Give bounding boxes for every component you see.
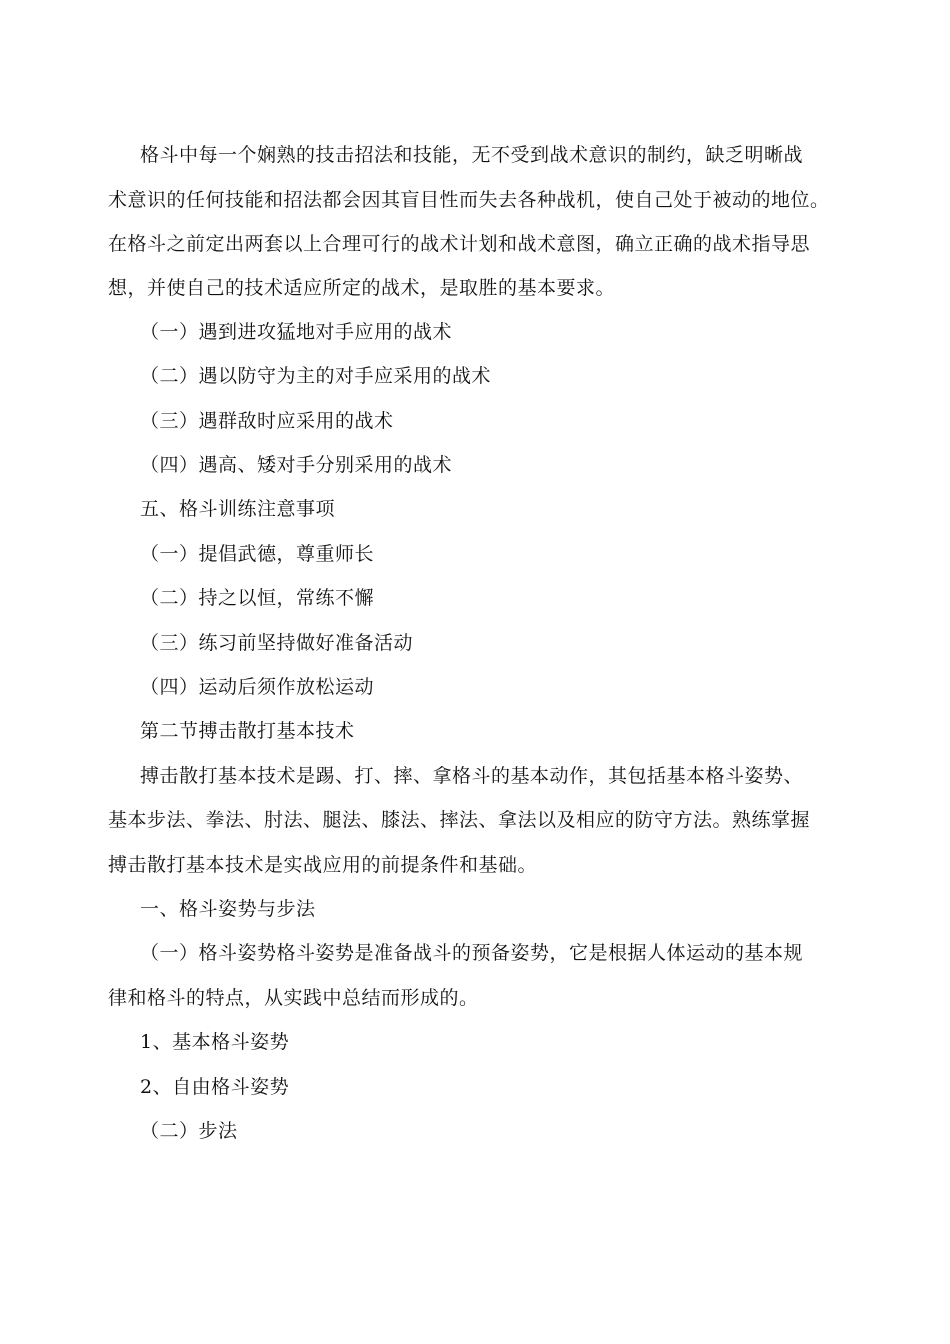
stance-item-1: 1、基本格斗姿势: [140, 1031, 290, 1053]
tactics-item-2: （二）遇以防守为主的对手应采用的战术: [140, 365, 492, 387]
footwork-heading: （二）步法: [140, 1120, 238, 1142]
section-1-heading: 一、格斗姿势与步法: [140, 898, 316, 920]
section-5-item-4: （四）运动后须作放松运动: [140, 676, 375, 698]
tactics-item-4: （四）遇高、矮对手分别采用的战术: [140, 454, 453, 476]
paragraph-1-line-4: 想，并使自己的技术适应所定的战术，是取胜的基本要求。: [108, 277, 616, 299]
paragraph-1-line-2: 术意识的任何技能和招法都会因其盲目性而失去各种战机，使自己处于被动的地位。: [108, 189, 830, 211]
stance-item-2: 2、自由格斗姿势: [140, 1076, 290, 1098]
paragraph-1-line-1: 格斗中每一个娴熟的技击招法和技能，无不受到战术意识的制约，缺乏明晰战: [140, 144, 804, 166]
section-5-item-2: （二）持之以恒，常练不懈: [140, 587, 375, 609]
section-5-heading: 五、格斗训练注意事项: [140, 498, 336, 520]
paragraph-3-line-2: 律和格斗的特点，从实践中总结而形成的。: [108, 987, 479, 1009]
paragraph-1-line-3: 在格斗之前定出两套以上合理可行的战术计划和战术意图，确立正确的战术指导思: [108, 233, 811, 255]
chapter-heading: 第二节搏击散打基本技术: [140, 720, 355, 742]
section-5-item-1: （一）提倡武德，尊重师长: [140, 543, 375, 565]
tactics-item-1: （一）遇到进攻猛地对手应用的战术: [140, 321, 453, 343]
paragraph-2-line-2: 基本步法、拳法、肘法、腿法、膝法、摔法、拿法以及相应的防守方法。熟练掌握: [108, 809, 811, 831]
paragraph-2-line-3: 搏击散打基本技术是实战应用的前提条件和基础。: [108, 854, 538, 876]
tactics-item-3: （三）遇群敌时应采用的战术: [140, 410, 394, 432]
paragraph-3-line-1: （一）格斗姿势格斗姿势是准备战斗的预备姿势，它是根据人体运动的基本规: [140, 942, 804, 964]
section-5-item-3: （三）练习前坚持做好准备活动: [140, 632, 414, 654]
paragraph-2-line-1: 搏击散打基本技术是踢、打、摔、拿格斗的基本动作，其包括基本格斗姿势、: [140, 765, 804, 787]
